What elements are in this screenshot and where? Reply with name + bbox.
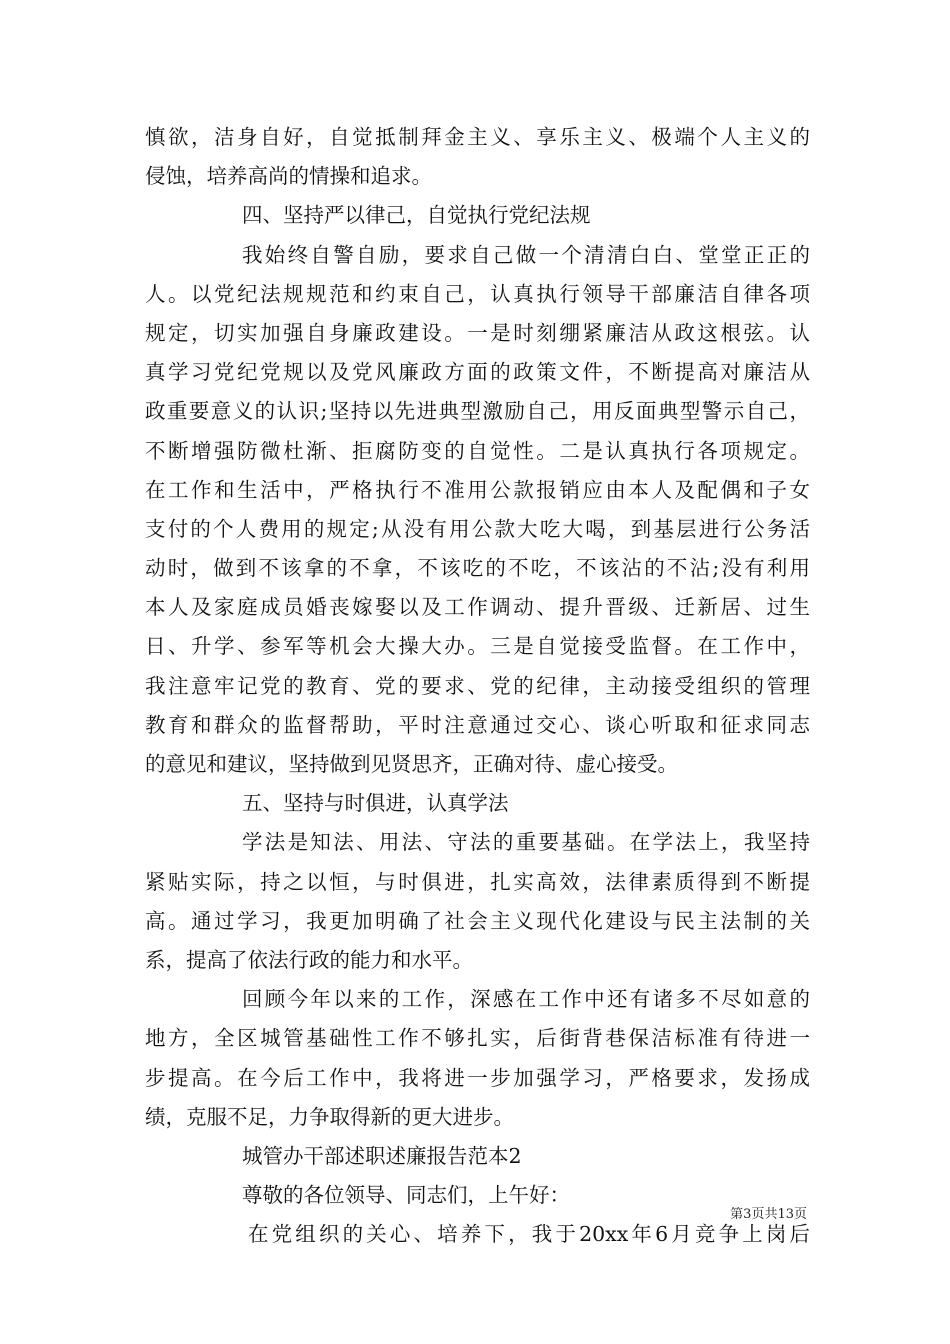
text-line: 支付的个人费用的规定;从没有用公款大吃大喝，到基层进行公务活 (145, 516, 810, 541)
text-line: 我始终自警自励，要求自己做一个清清白白、堂堂正正的 (242, 242, 810, 267)
text-line: 的意见和建议，坚持做到见贤思齐，正确对待、虚心接受。 (145, 752, 678, 776)
text-line: 绩，克服不足，力争取得新的更大进步。 (145, 1104, 514, 1129)
text-line: 慎欲，洁身自好，自觉抵制拜金主义、享乐主义、极端个人主义的 (145, 125, 810, 149)
text-line: 学法是知法、用法、守法的重要基础。在学法上，我坚持 (242, 830, 810, 855)
text-line: 在党组织的关心、培养下，我于20xx年6月竞争上岗后 (248, 1222, 810, 1247)
page-number: 第3页共13页 (730, 1207, 807, 1222)
text-line: 教育和群众的监督帮助，平时注意通过交心、谈心听取和征求同志 (145, 712, 810, 737)
text-line: 本人及家庭成员婚丧嫁娶以及工作调动、提升晋级、迁新居、过生 (145, 595, 810, 620)
section-heading: 四、坚持严以律己，自觉执行党纪法规 (242, 203, 591, 228)
text-line: 政重要意义的认识;坚持以先进典型激励自己，用反面典型警示自己， (145, 399, 810, 424)
text-line: 在工作和生活中，严格执行不准用公款报销应由本人及配偶和子女 (145, 477, 810, 502)
text-line: 系，提高了依法行政的能力和水平。 (145, 947, 473, 972)
text-line: 高。通过学习，我更加明确了社会主义现代化建设与民主法制的关 (145, 908, 810, 933)
text-line: 步提高。在今后工作中，我将进一步加强学习，严格要求，发扬成 (145, 1065, 810, 1090)
report-title: 城管办干部述职述廉报告范本2 (242, 1143, 522, 1168)
text-line: 人。以党纪法规规范和约束自己，认真执行领导干部廉洁自律各项 (145, 281, 810, 306)
text-line: 日、升学、参军等机会大操大办。三是自觉接受监督。在工作中， (145, 634, 810, 659)
document-body (145, 118, 810, 1254)
section-heading: 五、坚持与时俱进，认真学法 (242, 791, 509, 816)
text-line: 回顾今年以来的工作，深感在工作中还有诸多不尽如意的 (242, 987, 810, 1012)
text-line: 我注意牢记党的教育、党的要求、党的纪律，主动接受组织的管理 (145, 673, 810, 698)
text-line: 侵蚀，培养高尚的情操和追求。 (145, 164, 432, 189)
text-line: 紧贴实际，持之以恒，与时俱进，扎实高效，法律素质得到不断提 (145, 869, 810, 894)
text-line: 规定，切实加强自身廉政建设。一是时刻绷紧廉洁从政这根弦。认 (145, 320, 810, 345)
salutation: 尊敬的各位领导、同志们，上午好： (242, 1183, 570, 1208)
text-line: 真学习党纪党规以及党风廉政方面的政策文件，不断提高对廉洁从 (145, 360, 810, 385)
text-line: 动时，做到不该拿的不拿，不该吃的不吃，不该沾的不沾;没有利用 (145, 556, 810, 581)
text-line: 地方，全区城管基础性工作不够扎实，后街背巷保洁标准有待进一 (145, 1026, 810, 1051)
text-line: 不断增强防微杜渐、拒腐防变的自觉性。二是认真执行各项规定。 (145, 438, 810, 463)
